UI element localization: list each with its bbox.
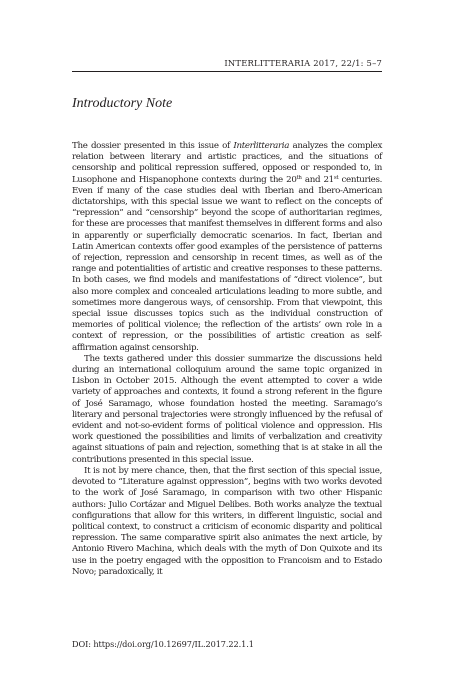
ordinal-suffix-st: st bbox=[333, 174, 339, 181]
running-head: INTERLITTERARIA 2017, 22/1: 5–7 bbox=[224, 58, 382, 68]
p1-text-rest: centuries. Even if many of the case studies deal with Iberian and Ibero-American dictatorships, with this special issue we want to reflect on the concepts of “repression” and “censorship” beyond the scope of authoritarian regimes, for these are processes that manifest themselves in different forms and also in apparently or superficially democratic scenarios. In fact, Iberian and Latin American contexts offer good examples of the persistence of patterns of rejection, repression and censorship in recent times, as well as of the range and potentialities of artistic and creative responses to these patterns. In both cases, we find models and manifestations of “direct violence”, but also more complex and concealed articulations leading to more subtle, and sometimes more dangerous ways, of censorship. From that viewpoint, this special issue discusses topics such as the individual construction of memories of political violence; the reflection of the artists’ own role in a context of repression, or the possibilities of artistic creation as self-affirmation against censorship. bbox=[72, 174, 382, 353]
paragraph-2: The texts gathered under this dossier summarize the discussions held during an international colloquium around the same topic organized in Lisbon in October 2015. Although the event attempted to cover a wide variety of approaches and contexts, it found a strong referent in the figure of José Saramago, whose foundation hosted the meeting. Saramago’s literary and personal trajectories were strongly influenced by the refusal of evident and not-so-evident forms of political violence and oppression. His work questioned the possibilities and limits of verbalization and creativity against situations of pain and rejection, something that is at stake in all the contributions presented in this special issue. bbox=[72, 353, 382, 465]
journal-name: Interlitteraria bbox=[233, 141, 290, 151]
p1-text-mid: analyzes the complex relation between literary and artistic practices, and the situations of censorship and political repression suffered, opposed or responded to, in Lusophone and Hispanophone contexts during the 20 bbox=[72, 141, 382, 185]
doi-footer[interactable]: DOI: https://doi.org/10.12697/IL.2017.22.1.1 bbox=[72, 639, 254, 649]
p1-text-start: The dossier presented in this issue of bbox=[72, 141, 234, 151]
ordinal-suffix-th: th bbox=[296, 174, 302, 181]
header-rule bbox=[72, 71, 382, 72]
article-body bbox=[72, 141, 382, 578]
paragraph-3: It is not by mere chance, then, that the first section of this special issue, devoted to “Literature against oppression”, begins with two works devoted to the work of José Saramago, in comparison with two other Hispanic authors: Julio Cortázar and Miguel Delibes. Both works analyze the textual configurations that allow for this writers, in different linguistic, social and political context, to construct a criticism of economic disparity and political repression. The same comparative spirit also animates the next article, by Antonio Rivero Machina, which deals with the myth of Don Quixote and its use in the poetry engaged with the opposition to Francoism and to Estado Novo; paradoxically, it bbox=[72, 465, 382, 577]
section-title: Introductory Note bbox=[72, 96, 173, 111]
paragraph-1 bbox=[72, 141, 382, 354]
p1-text-and: and 21 bbox=[301, 174, 334, 185]
